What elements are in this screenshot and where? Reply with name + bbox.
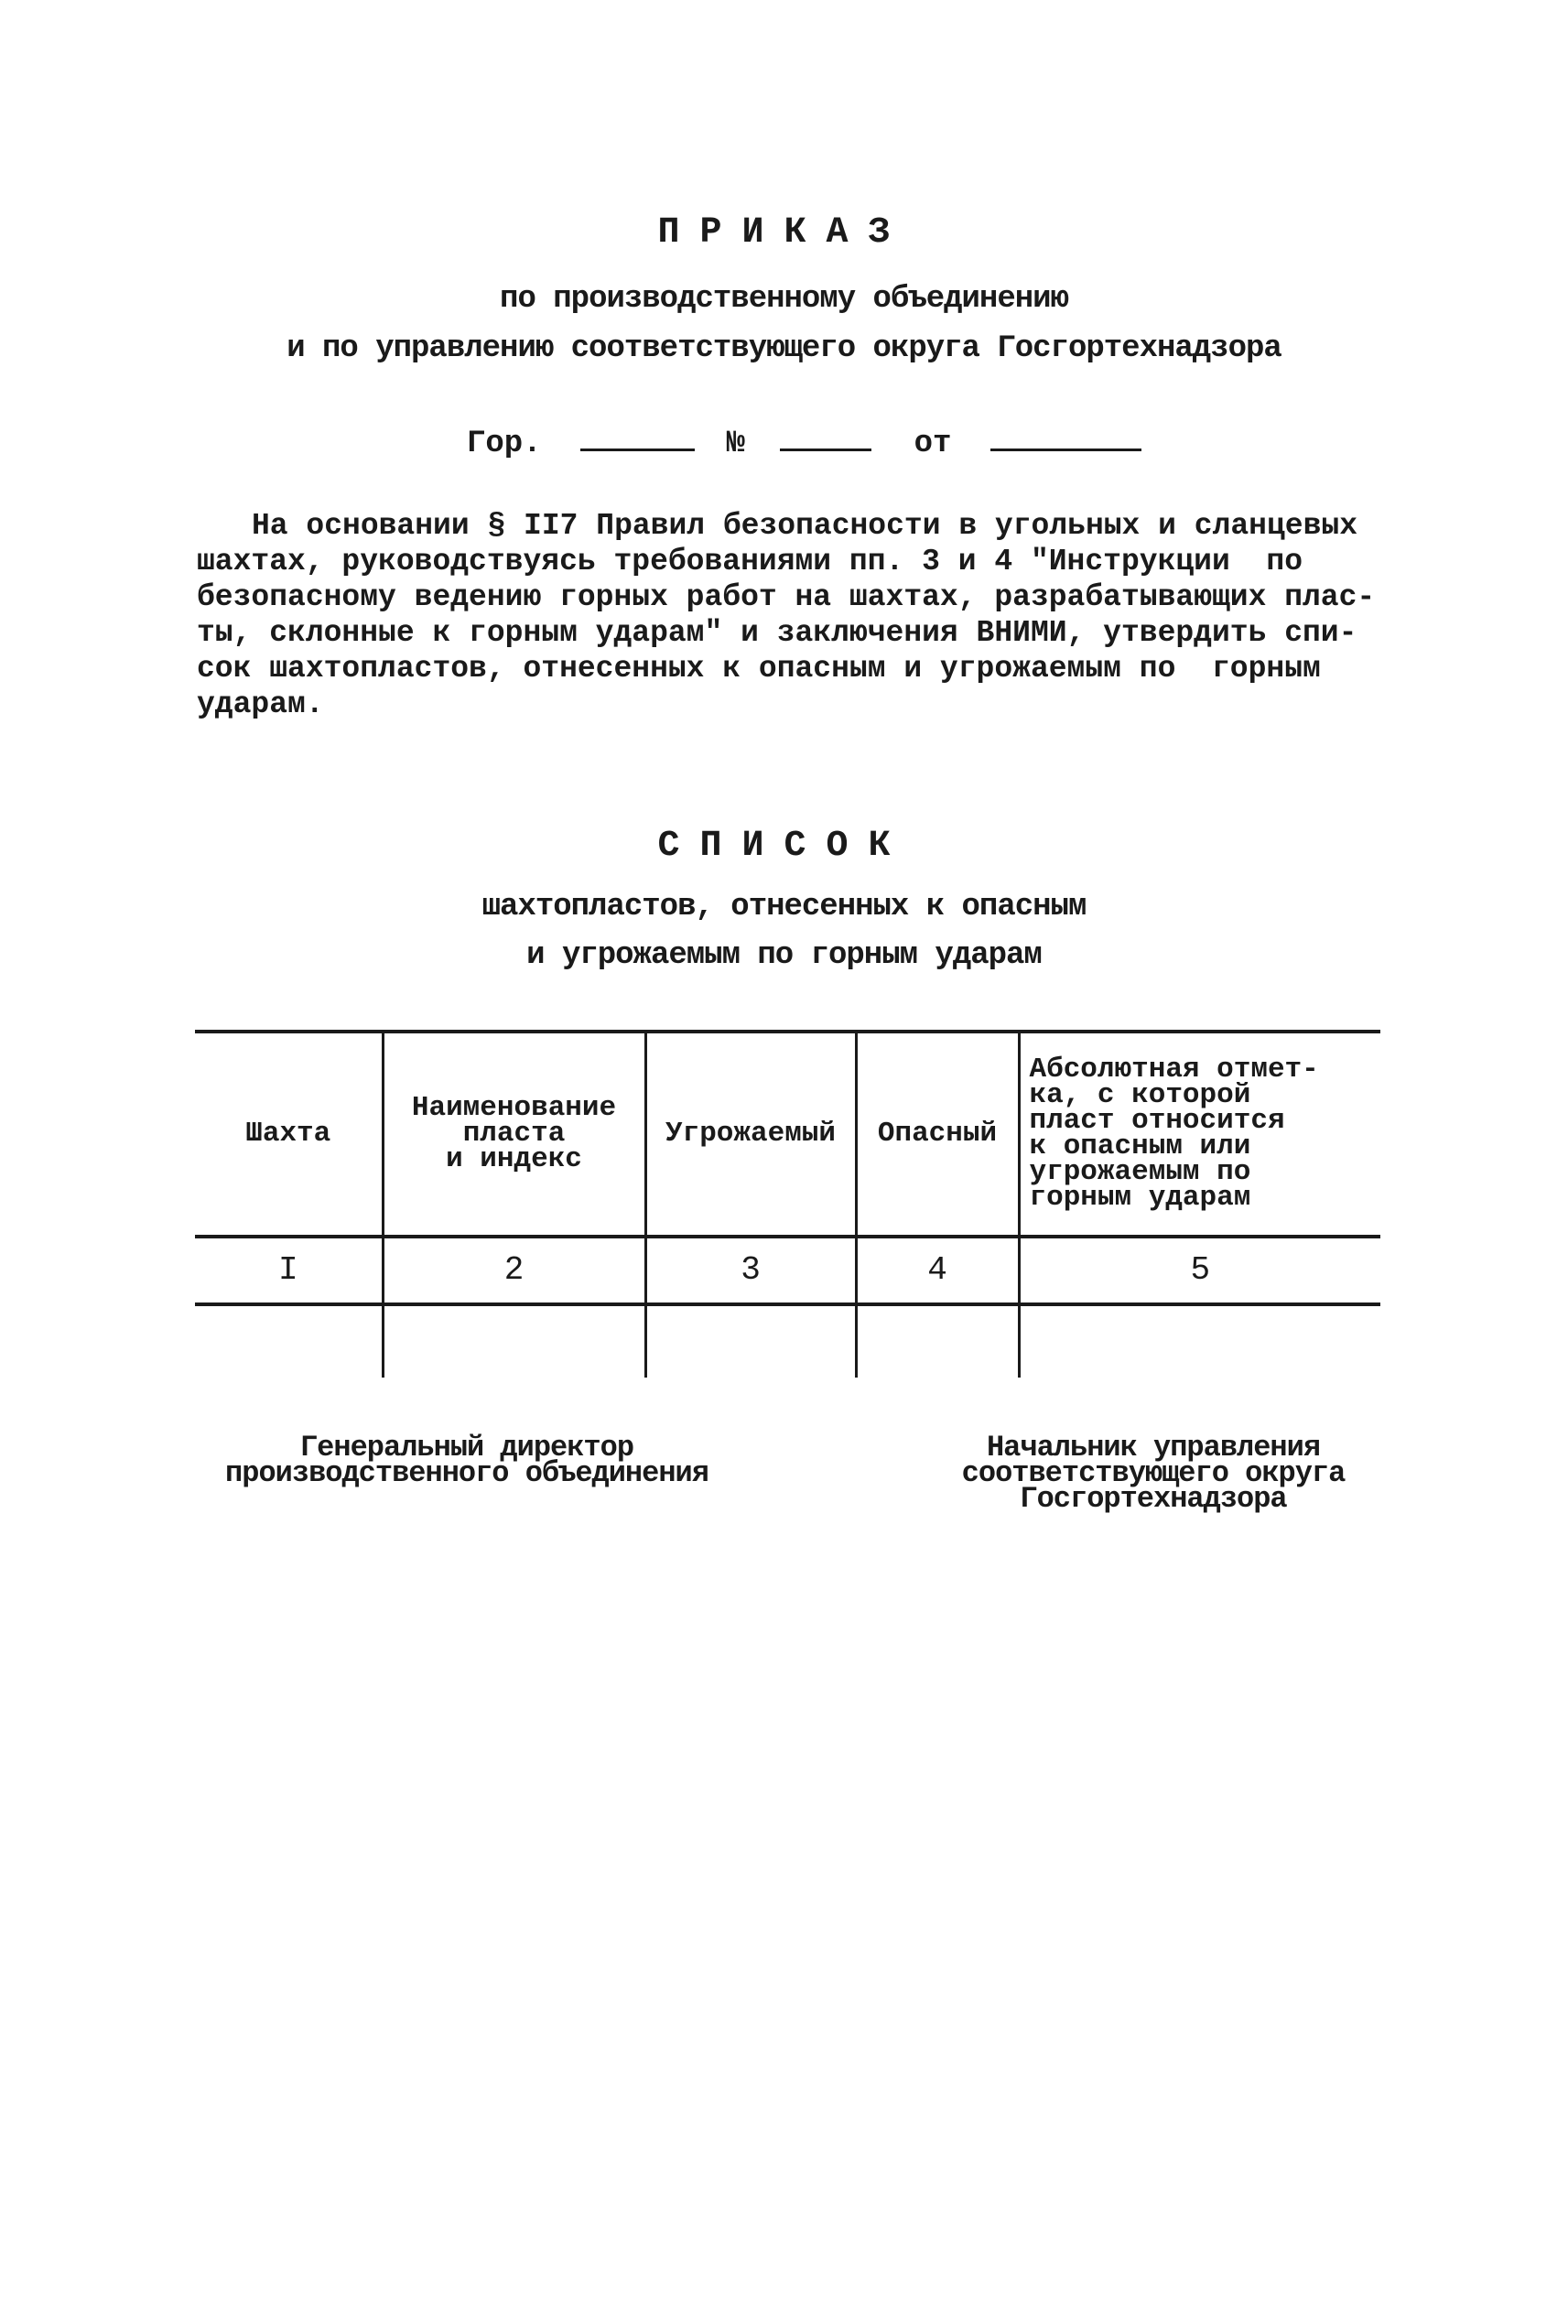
city-label: Гор. [467,427,542,461]
signature-left-line: производственного объединения [225,1456,708,1490]
table-empty-row [195,1304,1380,1378]
header-seam-name-line: пласта [462,1118,566,1150]
signature-left-line: Генеральный директор [299,1431,634,1465]
body-line: ты, склонные к горным ударам" и заключения ВНИМИ, утвердить спи- [197,616,1357,650]
table-cell[interactable] [383,1304,645,1378]
mine-seam-table [195,1030,1380,1378]
list-title: СПИСОК [657,826,911,867]
body-line: На основании § II7 Правил безопасности в угольных и сланцевых [252,509,1357,543]
header-dangerous: Опасный [856,1032,1019,1237]
column-number: 5 [1019,1237,1380,1304]
number-blank[interactable] [780,423,871,451]
body-line: безопасному ведению горных работ на шахтах, разрабатывающих плас- [197,580,1376,614]
header-absolute-mark-line: ка, с которой [1029,1079,1251,1111]
body-line: шахтах, руководствуясь требованиями пп. 3 и 4 "Инструкции по [197,545,1303,578]
order-subtitle-line1: по производственному объединению [500,282,1068,317]
table-header-row [195,1032,1380,1237]
header-absolute-mark-line: к опасным или [1029,1130,1251,1162]
table-cell[interactable] [856,1304,1019,1378]
header-absolute-mark-line: Абсолютная отмет- [1029,1054,1319,1086]
header-absolute-mark [1019,1032,1380,1237]
column-number: 4 [856,1237,1019,1304]
header-absolute-mark-line: угрожаемым по [1029,1156,1251,1188]
order-subtitle-line2: и по управлению соответствующего округа Госгортехнадзора [287,331,1281,366]
header-seam-name-line: и индекс [446,1143,582,1175]
order-body [197,508,1387,722]
column-number: I [195,1237,383,1304]
signature-right-line: Госгортехнадзора [1020,1482,1287,1516]
date-label: от [914,427,952,461]
header-seam-name-line: Наименование [411,1092,617,1124]
date-blank[interactable] [990,423,1141,451]
header-mine: Шахта [245,1118,331,1150]
list-subtitle-line2: и угрожаемым по горным ударам [526,938,1042,973]
column-number: 2 [383,1237,645,1304]
body-line: сок шахтопластов, отнесенных к опасным и угрожаемым по горным [197,652,1321,686]
header-seam-name [383,1032,645,1237]
signature-right-line: Начальник управления [986,1431,1321,1465]
header-threatened: Угрожаемый [645,1032,856,1237]
header-absolute-mark-line: пласт относится [1029,1105,1285,1137]
body-line: ударам. [197,687,324,721]
table-number-row [195,1237,1380,1304]
order-title: ПРИКАЗ [657,212,911,254]
signature-right [920,1431,1387,1516]
order-number-line [467,423,1141,461]
table-cell[interactable] [195,1304,383,1378]
column-number: 3 [645,1237,856,1304]
list-subtitle-line1: шахтопластов, отнесенных к опасным [481,890,1087,924]
header-absolute-mark-line: горным ударам [1029,1182,1251,1214]
table-cell[interactable] [645,1304,856,1378]
signature-left [192,1431,741,1490]
city-blank[interactable] [580,423,695,451]
signature-right-line: соответствующего округа [961,1456,1346,1490]
table-cell[interactable] [1019,1304,1380,1378]
number-label: № [726,427,745,461]
